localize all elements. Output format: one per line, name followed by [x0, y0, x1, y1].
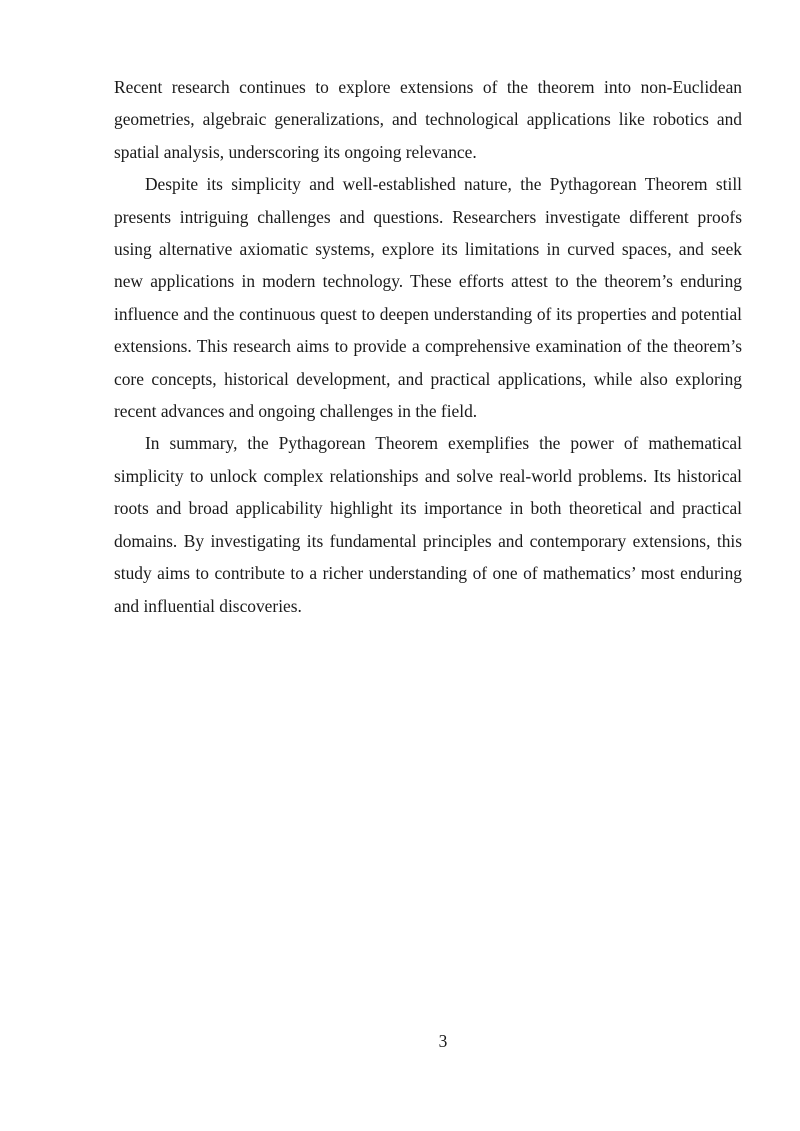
body-text	[114, 71, 742, 622]
page-number: 3	[438, 1031, 448, 1051]
paragraph-challenges: Despite its simplicity and well-established nature, the Pythagorean Theorem still presents intriguing challenges and questions. Researchers investigate different proofs using alternative axiomatic systems, explore its limitations in curved spaces, and seek new applications in modern technology. These efforts attest to the theorem’s enduring influence and the continuous quest to deepen understanding of its properties and potential extensions. This research aims to provide a comprehensive examination of the theorem’s core concepts, historical development, and practical applications, while also exploring recent advances and ongoing challenges in the field.	[114, 174, 742, 422]
paragraph-continuation: Recent research continues to explore extensions of the theorem into non-Euclidean geometries, algebraic generalizations, and technological applications like robotics and spatial analysis, underscoring its ongoing relevance.	[114, 77, 742, 162]
paragraph-summary: In summary, the Pythagorean Theorem exemplifies the power of mathematical simplicity to unlock complex relationships and solve real-world problems. Its historical roots and broad applicability highlight its importance in both theoretical and practical domains. By investigating its fundamental principles and contemporary extensions, this study aims to contribute to a richer understanding of one of mathematics’ most enduring and influential discoveries.	[114, 433, 742, 616]
